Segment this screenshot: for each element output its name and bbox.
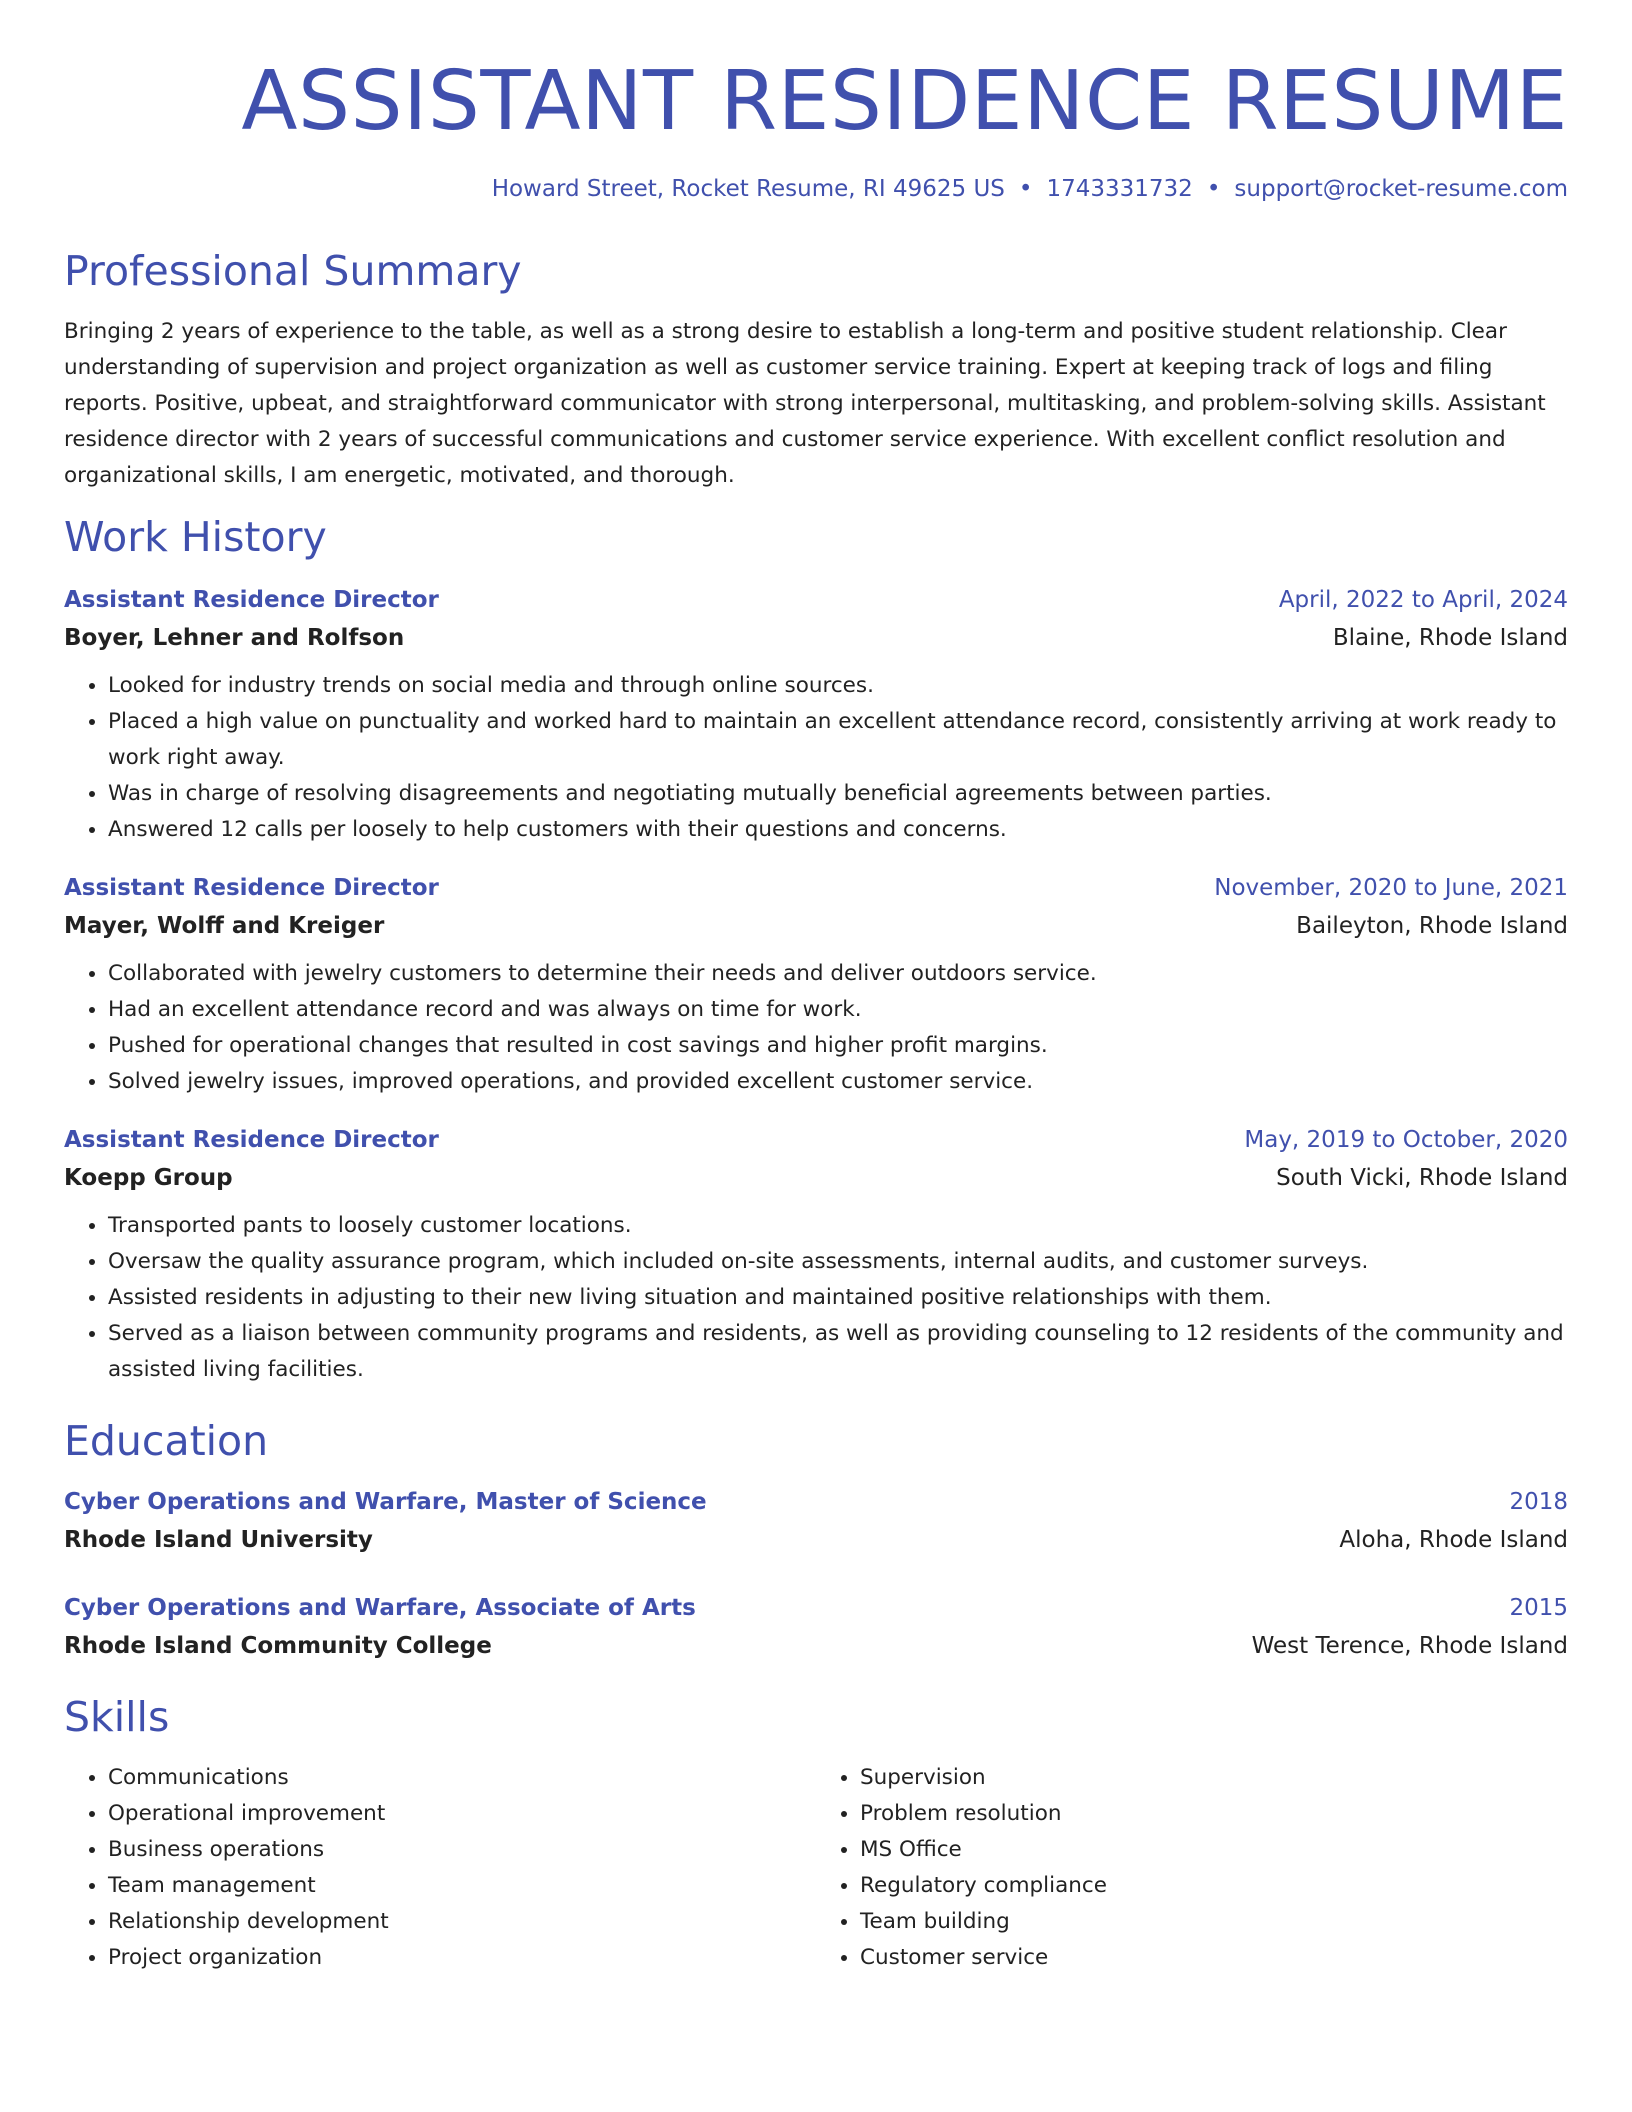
job-role: Assistant Residence Director <box>64 875 439 901</box>
skill-item: • Team management <box>108 1868 816 1904</box>
contact-email[interactable]: support@rocket-resume.com <box>1234 176 1568 202</box>
job-header-row <box>64 1122 1568 1158</box>
job-company-row <box>64 906 1568 946</box>
education-header-row <box>64 1590 1568 1626</box>
education-header-row <box>64 1484 1568 1520</box>
skill-item: • Team building <box>860 1904 1568 1940</box>
job-bullet: • Looked for industry trends on social media and through online sources. <box>108 668 1568 704</box>
job-bullet: • Was in charge of resolving disagreements and negotiating mutually beneficial agreements between parties. <box>108 776 1568 812</box>
job-bullets <box>64 668 1568 848</box>
job-company-row <box>64 618 1568 658</box>
job-dates: May, 2019 to October, 2020 <box>1244 1127 1568 1153</box>
skill-item: • Operational improvement <box>108 1796 816 1832</box>
job-bullet: • Collaborated with jewelry customers to determine their needs and deliver outdoors service. <box>108 956 1568 992</box>
summary-text: Bringing 2 years of experience to the table, as well as a strong desire to establish a long-term and positive student relationship. Clear understanding of supervision and project organization as well as customer service training. Expert at keeping track of logs and filing reports. Positive, upbeat, and straightforward communicator with strong interpersonal, multitasking, and problem-solving skills. Assistant residence director with 2 years of successful communications and customer service experience. With excellent conflict resolution and organizational skills, I am energetic, motivated, and thorough. <box>64 319 1546 488</box>
skills-column-left <box>64 1760 816 1976</box>
education-school-row <box>64 1520 1568 1560</box>
resume-title: ASSISTANT RESIDENCE RESUME <box>241 54 1568 149</box>
work-history-heading: Work History <box>64 513 327 561</box>
contact-phone: 1743331732 <box>1046 176 1193 202</box>
contact-separator: • <box>1206 176 1221 202</box>
job-entry <box>64 1122 1568 1388</box>
job-bullet: • Answered 12 calls per loosely to help customers with their questions and concerns. <box>108 812 1568 848</box>
education-year: 2015 <box>1509 1595 1568 1621</box>
skills-list <box>64 1760 1568 1976</box>
job-dates: April, 2022 to April, 2024 <box>1278 587 1568 613</box>
education-entry <box>64 1590 1568 1666</box>
education-school: Rhode Island University <box>64 1527 373 1553</box>
summary-heading: Professional Summary <box>64 247 522 295</box>
job-header-row <box>64 870 1568 906</box>
job-bullet: • Had an excellent attendance record and was always on time for work. <box>108 992 1568 1028</box>
job-entry <box>64 582 1568 848</box>
job-entry <box>64 870 1568 1100</box>
education-heading: Education <box>64 1417 269 1465</box>
education-entry <box>64 1484 1568 1560</box>
job-company-row <box>64 1158 1568 1198</box>
education-school: Rhode Island Community College <box>64 1633 492 1659</box>
skill-item: • Business operations <box>108 1832 816 1868</box>
skill-item: • MS Office <box>860 1832 1568 1868</box>
skills-column-right <box>816 1760 1568 1976</box>
job-header-row <box>64 582 1568 618</box>
job-company: Koepp Group <box>64 1165 233 1191</box>
job-bullet: • Served as a liaison between community programs and residents, as well as providing counseling to 12 residents of the community and assisted living facilities. <box>108 1316 1568 1388</box>
job-location: Blaine, Rhode Island <box>1332 625 1568 651</box>
education-location: West Terence, Rhode Island <box>1251 1633 1568 1659</box>
job-location: South Vicki, Rhode Island <box>1276 1165 1568 1191</box>
job-bullet: • Oversaw the quality assurance program, which included on-site assessments, internal audits, and customer surveys. <box>108 1244 1568 1280</box>
job-bullet: • Solved jewelry issues, improved operations, and provided excellent customer service. <box>108 1064 1568 1100</box>
job-dates: November, 2020 to June, 2021 <box>1214 875 1568 901</box>
skills-heading: Skills <box>64 1693 170 1741</box>
job-bullet: • Placed a high value on punctuality and worked hard to maintain an excellent attendance record, consistently arriving at work ready to work right away. <box>108 704 1568 776</box>
job-company: Mayer, Wolff and Kreiger <box>64 913 385 939</box>
job-bullets <box>64 956 1568 1100</box>
job-role: Assistant Residence Director <box>64 1127 439 1153</box>
skill-item: • Relationship development <box>108 1904 816 1940</box>
contact-line <box>64 174 1568 204</box>
education-year: 2018 <box>1509 1489 1568 1515</box>
job-location: Baileyton, Rhode Island <box>1296 913 1568 939</box>
skill-item: • Customer service <box>860 1940 1568 1976</box>
resume-header <box>64 52 1568 204</box>
education-degree: Cyber Operations and Warfare, Master of Science <box>64 1489 707 1515</box>
job-bullet: • Transported pants to loosely customer locations. <box>108 1208 1568 1244</box>
job-bullets <box>64 1208 1568 1388</box>
job-bullet: • Pushed for operational changes that resulted in cost savings and higher profit margins. <box>108 1028 1568 1064</box>
job-role: Assistant Residence Director <box>64 587 439 613</box>
skill-item: • Problem resolution <box>860 1796 1568 1832</box>
contact-separator: • <box>1018 176 1033 202</box>
job-company: Boyer, Lehner and Rolfson <box>64 625 405 651</box>
education-degree: Cyber Operations and Warfare, Associate of Arts <box>64 1595 696 1621</box>
skill-item: • Regulatory compliance <box>860 1868 1568 1904</box>
education-location: Aloha, Rhode Island <box>1339 1527 1568 1553</box>
contact-address: Howard Street, Rocket Resume, RI 49625 US <box>491 176 1005 202</box>
job-bullet: • Assisted residents in adjusting to their new living situation and maintained positive relationships with them. <box>108 1280 1568 1316</box>
skill-item: • Communications <box>108 1760 816 1796</box>
education-school-row <box>64 1626 1568 1666</box>
skill-item: • Supervision <box>860 1760 1568 1796</box>
skill-item: • Project organization <box>108 1940 816 1976</box>
